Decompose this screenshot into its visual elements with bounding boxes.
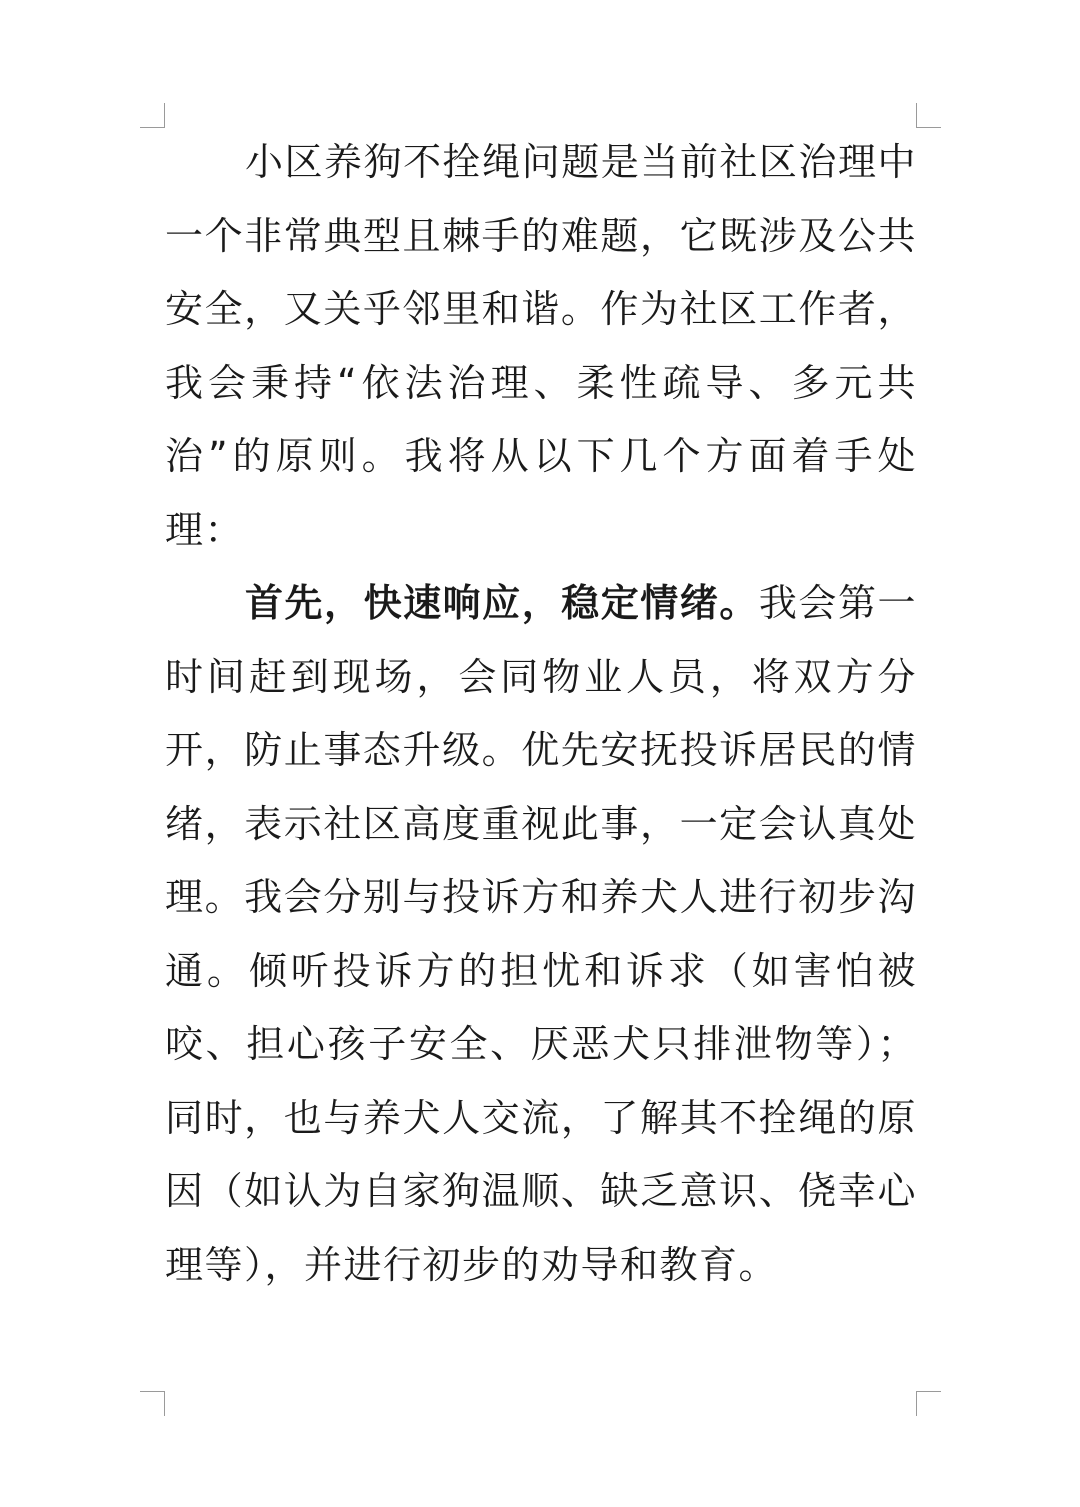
paragraph-intro-text: 小区养狗不拴绳问题是当前社区治理中一个非常典型且棘手的难题，它既涉及公共安全，又关乎邻里和谐。作为社区工作者，我会秉持“依法治理、柔性疏导、多元共治”的原则。我将从以下几个方面着手处理： [165, 140, 917, 552]
paragraph-intro [165, 126, 917, 567]
paragraph-first-step-text: 我会第一时间赶到现场，会同物业人员，将双方分开，防止事态升级。优先安抚投诉居民的情绪，表示社区高度重视此事，一定会认真处理。我会分别与投诉方和养犬人进行初步沟通。倾听投诉方的担忧和诉求（如害怕被咬、担心孩子安全、厌恶犬只排泄物等）；同时，也与养犬人交流，了解其不拴绳的原因（如认为自家狗温顺、缺乏意识、侥幸心理等），并进行初步的劝导和教育。 [165, 581, 917, 1287]
corner-mark-top-left [140, 103, 165, 128]
corner-mark-bottom-left [140, 1391, 165, 1416]
paragraph-lead-heading: 首先，快速响应，稳定情绪。 [245, 581, 759, 625]
paragraph-first-step [165, 567, 917, 1302]
corner-mark-top-right [916, 103, 941, 128]
corner-mark-bottom-right [916, 1391, 941, 1416]
document-body [165, 126, 917, 1302]
